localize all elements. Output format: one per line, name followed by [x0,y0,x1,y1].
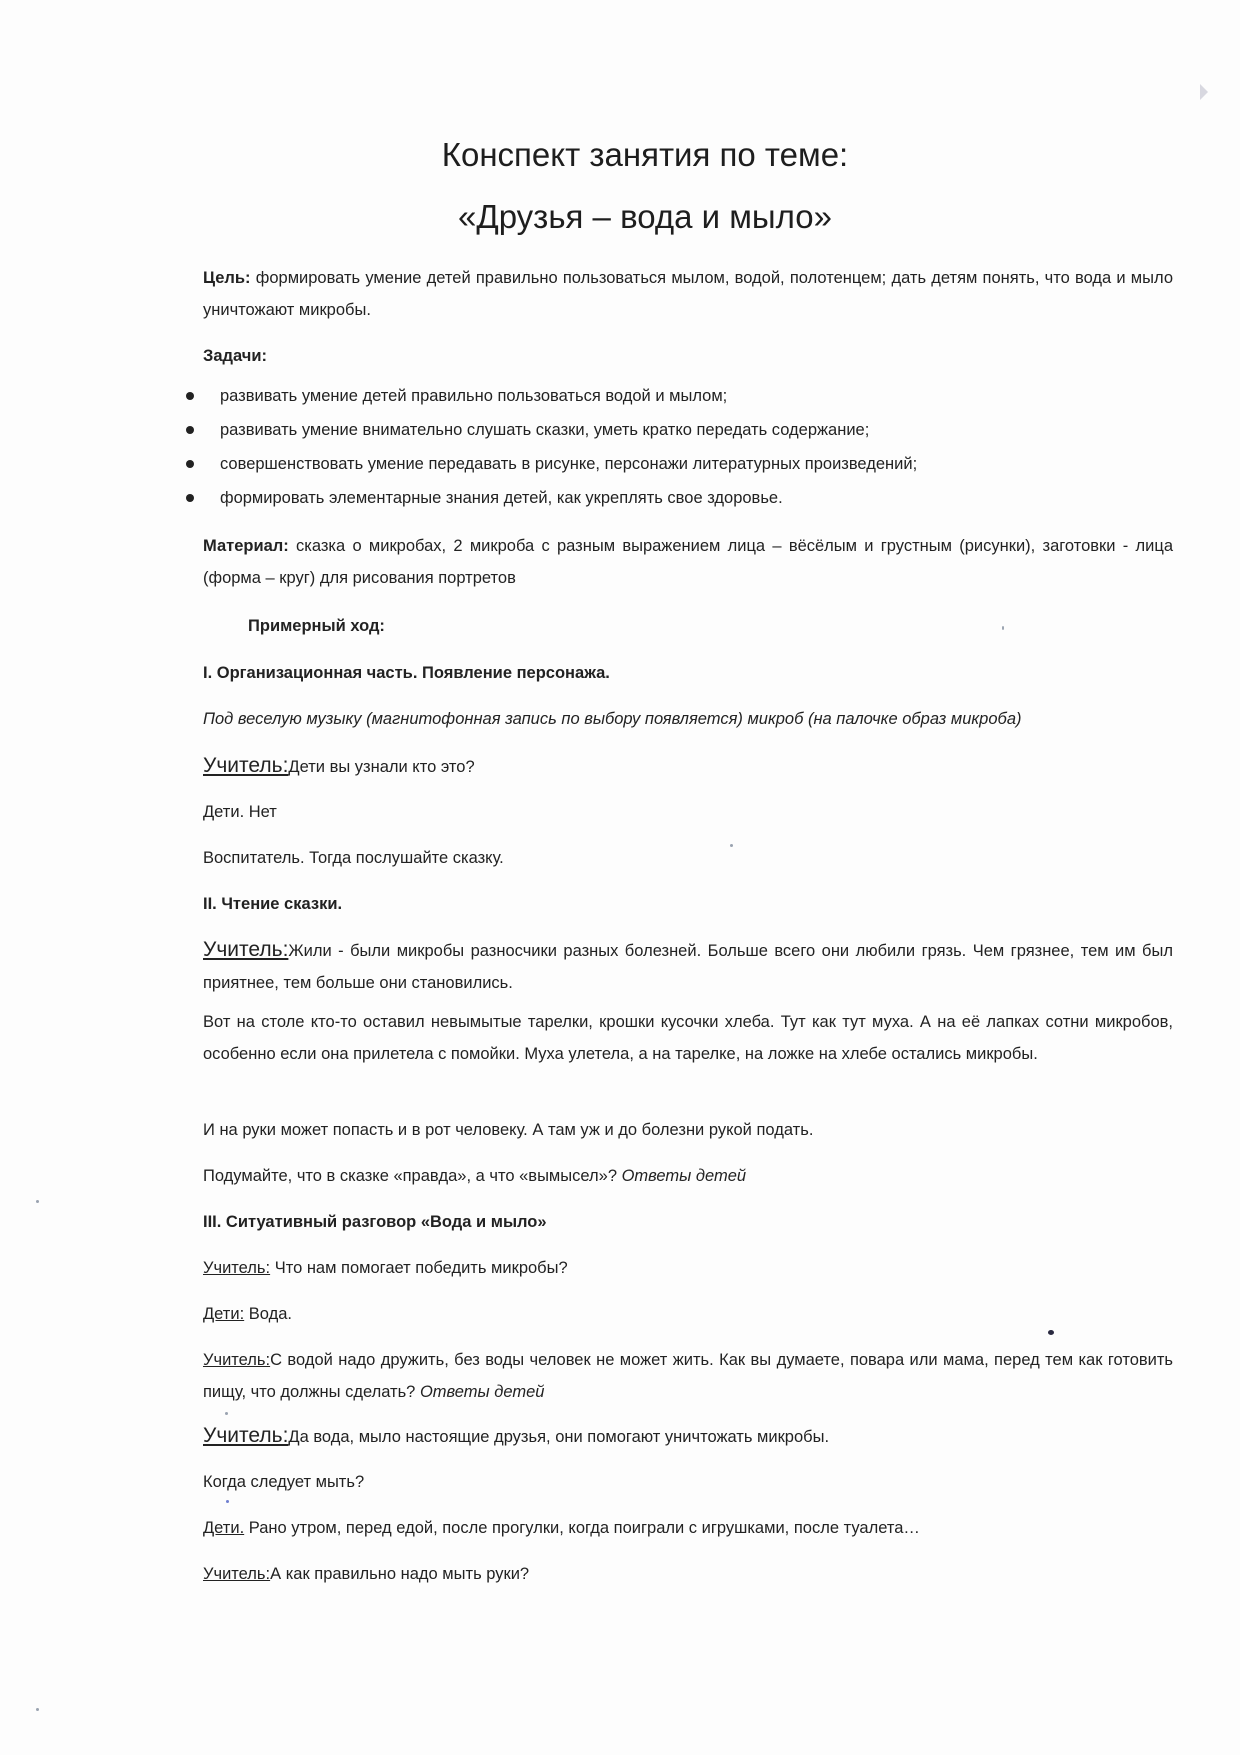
task-item-2: развивать умение внимательно слушать сказки, уметь кратко передать содержание; [220,421,870,439]
scan-speck [730,844,733,847]
section-3-children-line-1: Дети: Вода. [203,1305,292,1323]
bullet-dot [186,392,194,400]
teacher-label: Учитель: [203,1351,271,1369]
section-3-question-when: Когда следует мыть? [203,1473,365,1491]
section-1-educator-line: Воспитатель. Тогда послушайте сказку. [203,849,504,867]
section-1-children-line: Дети. Нет [203,803,277,821]
story-paragraph-2: Вот на столе кто-то оставил невымытые тарелки, крошки кусочки хлеба. Тут как тут муха. А на её лапках сотни микробов, особенно если она прилетела с помойки. Муха улетела, а на тарелке, на ложке на хлебе остались микробы. [203,1013,1173,1063]
teacher-label: Учитель: [203,938,289,961]
material-label: Материал: [203,537,289,555]
teacher-label: Учитель: [203,1424,289,1447]
goal-paragraph [203,262,1173,326]
task-item-1: развивать умение детей правильно пользоваться водой и мылом; [220,387,728,405]
scan-speck [36,1708,39,1711]
scan-speck [1002,626,1004,630]
section-3-heading: III. Ситуативный разговор «Вода и мыло» [203,1213,547,1231]
bullet-dot [186,426,194,434]
task-item-4: формировать элементарные знания детей, как укреплять свое здоровье. [220,489,783,507]
document-title-line-2: «Друзья – вода и мыло» [458,198,832,235]
section-1-stage-note: Под веселую музыку (магнитофонная запись по выбору появляется) микроб (на палочке образ микроба) [203,710,1022,728]
section-1-teacher-line: Учитель:Дети вы узнали кто это? [203,754,475,777]
scan-edge-mark [1200,84,1208,100]
story-paragraph-3: И на руки может попасть и в рот человеку. А там уж и до болезни рукой подать. [203,1121,814,1139]
section-1-heading: I. Организационная часть. Появление персонажа. [203,664,610,682]
children-label: Дети. [203,1519,245,1537]
section-3-teacher-line-4: Учитель:А как правильно надо мыть руки? [203,1565,530,1583]
story-question: Подумайте, что в сказке «правда», а что «вымысел»? Ответы детей [203,1167,747,1185]
scan-speck [226,1500,229,1503]
task-item-3: совершенствовать умение передавать в рисунке, персонажи литературных произведений; [220,455,918,473]
teacher-label: Учитель: [203,754,289,777]
teacher-label: Учитель: [203,1259,271,1277]
teacher-label: Учитель: [203,1565,271,1583]
scan-speck [225,1412,228,1415]
document-title-line-1: Конспект занятия по теме: [441,136,849,173]
section-3-teacher-line-2: Учитель:С водой надо дружить, без воды человек не может жить. Как вы думаете, повара или мама, перед тем как готовить пищу, что должны сделать? Ответы детей [203,1351,1173,1401]
scan-speck [36,1200,39,1203]
course-heading: Примерный ход: [248,617,385,635]
section-3-teacher-line-1: Учитель: Что нам помогает победить микробы? [203,1259,568,1277]
section-2-heading: II. Чтение сказки. [203,895,343,913]
section-3-teacher-line-3: Учитель:Да вода, мыло настоящие друзья, они помогают уничтожать микробы. [203,1424,830,1447]
scan-speck [1048,1330,1054,1335]
children-label: Дети: [203,1305,245,1323]
material-text: сказка о микробах, 2 микроба с разным выражением лица – вёсёлым и грустным (рисунки), заготовки - лица (форма – круг) для рисования портретов [203,537,1173,587]
story-paragraph-1: Учитель:Жили - были микробы разносчики разных болезней. Больше всего они любили грязь. Чем грязнее, тем им был приятнее, тем больше они становились. [203,938,1173,992]
material-paragraph [203,530,1173,594]
goal-label: Цель: [203,269,251,287]
goal-text: формировать умение детей правильно пользоваться мылом, водой, полотенцем; дать детям понять, что вода и мыло уничтожают микробы. [203,269,1173,319]
bullet-dot [186,460,194,468]
bullet-dot [186,494,194,502]
section-3-children-line-2: Дети. Рано утром, перед едой, после прогулки, когда поиграли с игрушками, после туалета… [203,1519,920,1537]
tasks-heading: Задачи: [203,347,267,365]
